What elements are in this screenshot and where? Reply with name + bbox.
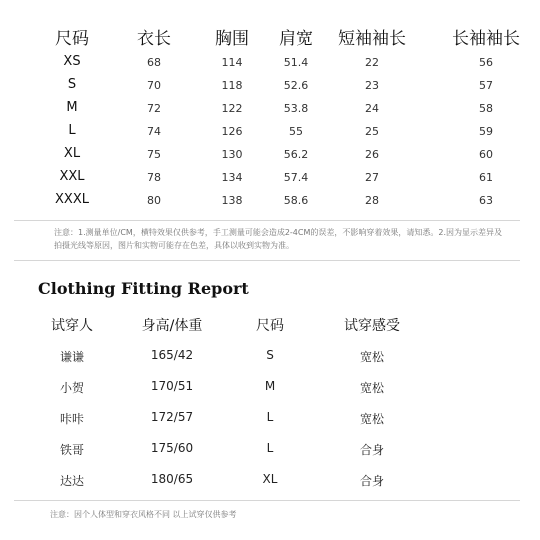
size-value: 60 xyxy=(479,148,493,161)
size-value: 70 xyxy=(147,79,161,92)
size-label: XXXL xyxy=(55,192,89,207)
size-header-2: 胸围 xyxy=(215,29,249,49)
size-chart-divider xyxy=(14,220,520,221)
size-value: 56.2 xyxy=(283,148,309,161)
size-value: 58 xyxy=(479,102,493,115)
fit-cell-feel: 合身 xyxy=(359,474,385,488)
size-value: 68 xyxy=(147,56,161,69)
size-chart-note: 注意：1.测量单位/CM，横特效果仅供参考，手工测量可能会造成2-4CM的误差，不影响穿着效果，请知悉。2.因为显示差异及拍摄光线等原因，图片和实物可能存在色差，具体以收到实物为准。 xyxy=(54,228,502,250)
size-value: 74 xyxy=(147,125,161,138)
size-value: 58.6 xyxy=(283,194,309,207)
size-value: 24 xyxy=(365,102,379,115)
fit-cell-height-weight: 165/42 xyxy=(150,348,194,362)
fit-cell-height-weight: 172/57 xyxy=(150,410,194,424)
fit-cell-size: L xyxy=(266,410,274,424)
size-value: 27 xyxy=(365,171,379,184)
size-label: XS xyxy=(63,54,81,69)
size-value: 118 xyxy=(221,79,243,92)
size-label: M xyxy=(66,100,78,115)
fit-cell-name: 谦谦 xyxy=(59,350,85,364)
fit-header-1: 身高/体重 xyxy=(141,318,203,334)
size-value: 51.4 xyxy=(283,56,309,69)
size-value: 138 xyxy=(221,194,243,207)
fit-cell-size: L xyxy=(266,441,274,455)
fit-cell-name: 咔咔 xyxy=(59,412,85,426)
size-value: 26 xyxy=(365,148,379,161)
size-value: 28 xyxy=(365,194,379,207)
size-header-0: 尺码 xyxy=(55,29,89,49)
fit-cell-feel: 宽松 xyxy=(359,381,385,395)
size-value: 22 xyxy=(365,56,379,69)
size-value: 57 xyxy=(479,79,493,92)
size-label: L xyxy=(68,123,76,138)
size-header-4: 短袖袖长 xyxy=(338,29,406,49)
size-value: 72 xyxy=(147,102,161,115)
fitting-report-title: Clothing Fitting Report xyxy=(38,279,249,298)
fit-header-2: 尺码 xyxy=(256,318,284,334)
size-label: XXL xyxy=(59,169,85,184)
fit-cell-feel: 合身 xyxy=(359,443,385,457)
size-value: 130 xyxy=(221,148,243,161)
size-value: 134 xyxy=(221,171,243,184)
size-value: 52.6 xyxy=(283,79,309,92)
section-divider xyxy=(14,260,520,261)
fit-cell-size: S xyxy=(266,348,274,362)
size-value: 122 xyxy=(221,102,243,115)
fitting-report-divider xyxy=(14,500,520,501)
fitting-report-note: 注意：因个人体型和穿衣风格不同 以上试穿仅供参考 xyxy=(50,510,237,519)
size-value: 63 xyxy=(479,194,493,207)
size-value: 55 xyxy=(289,125,303,138)
fit-cell-feel: 宽松 xyxy=(359,350,385,364)
size-header-1: 衣长 xyxy=(137,29,171,49)
fit-cell-height-weight: 175/60 xyxy=(150,441,194,455)
size-value: 25 xyxy=(365,125,379,138)
size-value: 61 xyxy=(479,171,493,184)
size-value: 80 xyxy=(147,194,161,207)
size-value: 23 xyxy=(365,79,379,92)
fit-cell-height-weight: 170/51 xyxy=(150,379,194,393)
fit-cell-height-weight: 180/65 xyxy=(150,472,194,486)
fit-cell-size: M xyxy=(264,379,276,393)
size-value: 126 xyxy=(221,125,243,138)
size-label: XL xyxy=(63,146,81,161)
size-value: 59 xyxy=(479,125,493,138)
fit-cell-name: 小贺 xyxy=(59,381,85,395)
fit-cell-size: XL xyxy=(262,472,278,486)
size-value: 53.8 xyxy=(283,102,309,115)
size-value: 57.4 xyxy=(283,171,309,184)
size-value: 56 xyxy=(479,56,493,69)
size-header-3: 肩宽 xyxy=(279,29,313,49)
fit-header-0: 试穿人 xyxy=(51,318,93,334)
size-value: 114 xyxy=(221,56,243,69)
fit-cell-name: 达达 xyxy=(59,474,85,488)
size-header-5: 长袖袖长 xyxy=(452,29,520,49)
fit-header-3: 试穿感受 xyxy=(344,318,400,334)
size-value: 75 xyxy=(147,148,161,161)
size-label: S xyxy=(67,77,77,92)
fit-cell-feel: 宽松 xyxy=(359,412,385,426)
size-value: 78 xyxy=(147,171,161,184)
fit-cell-name: 铁哥 xyxy=(59,443,85,457)
